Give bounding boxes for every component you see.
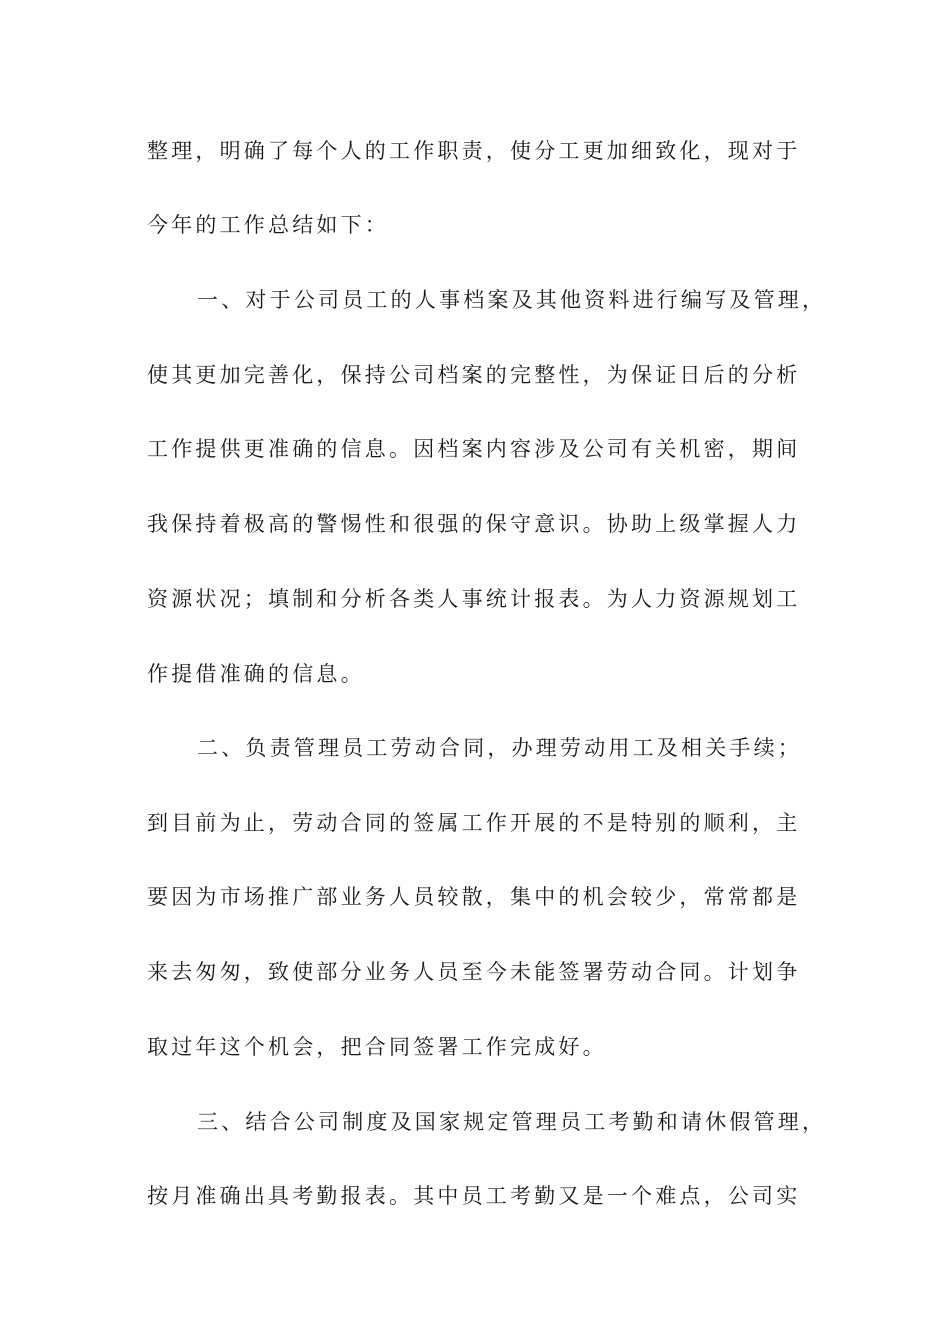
body-text-line: 工作提供更准确的信息。因档案内容涉及公司有关机密，期间 [147,437,801,461]
body-text-line: 作提借准确的信息。 [147,662,365,686]
paragraph-first-line: 三、结合公司制度及国家规定管理员工考勤和请休假管理， [197,1110,827,1134]
body-text-line: 到目前为止，劳动合同的签属工作开展的不是特别的顺利，主 [147,811,801,835]
paragraph-first-line: 一、对于公司员工的人事档案及其他资料进行编写及管理， [197,288,827,312]
body-text-line: 取过年这个机会，把合同签署工作完成好。 [147,1035,607,1059]
body-text-line: 来去匆匆，致使部分业务人员至今未能签署劳动合同。计划争 [147,960,801,984]
body-text-line: 要因为市场推广部业务人员较散，集中的机会较少，常常都是 [147,885,801,909]
body-text-line: 资源状况；填制和分析各类人事统计报表。为人力资源规划工 [147,587,801,611]
body-text-line: 使其更加完善化，保持公司档案的完整性，为保证日后的分析 [147,363,801,387]
body-text-line: 按月准确出具考勤报表。其中员工考勤又是一个难点，公司实 [147,1184,801,1208]
body-text-line: 我保持着极高的警惕性和很强的保守意识。协助上级掌握人力 [147,512,801,536]
paragraph-first-line: 二、负责管理员工劳动合同，办理劳动用工及相关手续； [197,736,802,760]
body-text-line: 今年的工作总结如下： [147,213,389,237]
body-text-line: 整理，明确了每个人的工作职责，使分工更加细致化，现对于 [147,139,801,163]
